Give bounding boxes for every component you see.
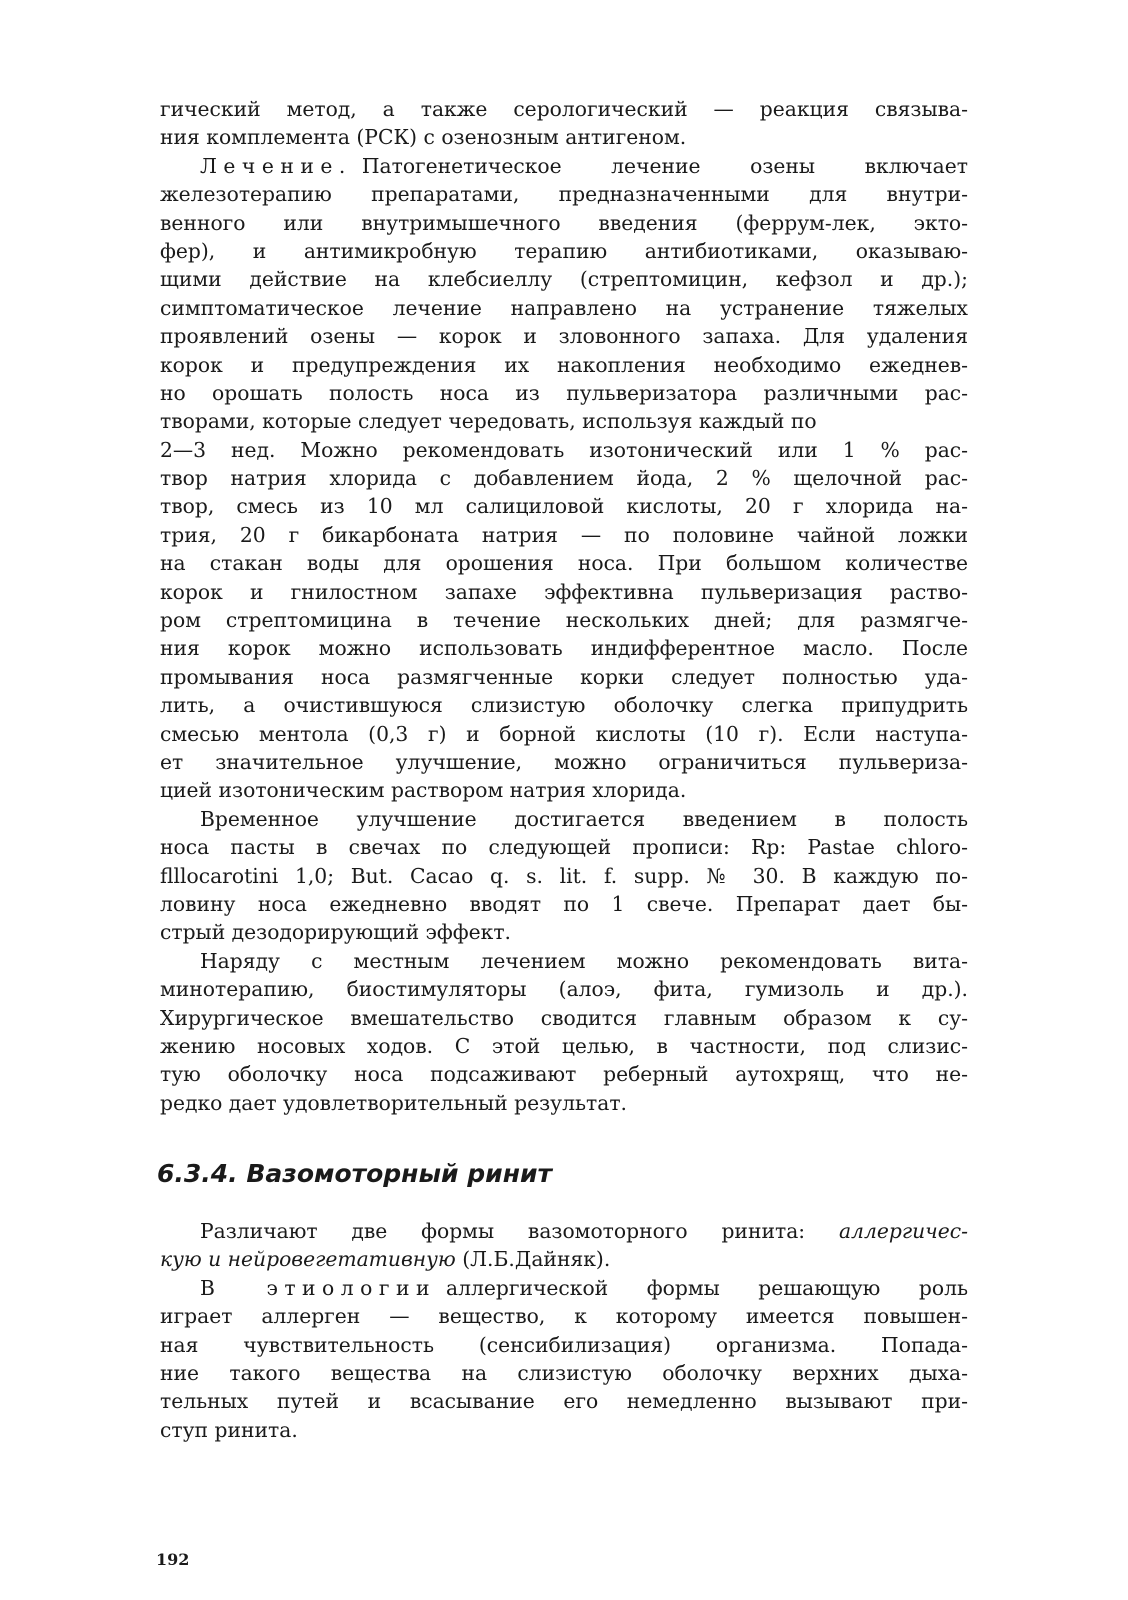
italic-run: аллергичес- [838,1219,968,1243]
text-line: тельных путей и всасывание его немедленно вызывают при- [160,1389,968,1414]
text-line: минотерапию, биостимуляторы (алоэ, фита, гумизоль и др.). [160,977,968,1002]
text-line: 2—3 нед. Можно рекомендовать изотонический или 1 % рас- [160,437,968,462]
text-line: носа пасты в свечах по следующей прописи: Rp: Pastae chloro- [160,835,968,860]
paragraph-treatment [160,152,968,805]
text-line: творами, которые следует чередовать, используя каждый по [160,409,817,434]
text-line: цией изотоническим раствором натрия хлорида. [160,778,687,803]
text-line: корок и предупреждения их накопления необходимо ежеднев- [160,352,968,377]
text-line: стрый дезодорирующий эффект. [160,920,511,945]
text-line: Наряду с местным лечением можно рекомендовать вита- [200,948,968,973]
paragraph-method [160,95,968,152]
text-line: гический метод, а также серологический — реакция связыва- [160,97,968,121]
section-heading: 6.3.4. Вазомоторный ринит [157,1159,552,1188]
text-run: Патогенетическое лечение озены включает [361,153,968,178]
paragraph-etiology [160,1274,968,1444]
text-line: ния корок можно использовать индифферентное масло. После [160,636,968,661]
section-text [160,1217,968,1444]
text-line: жению носовых ходов. С этой целью, в частности, под слизис- [160,1033,968,1058]
italic-run: кую и нейровегетативную [160,1247,456,1272]
text-line: промывания носа размягченные корки следует полностью уда- [160,664,968,689]
text-run: аллергической формы решающую роль [446,1275,968,1300]
text-line: корок и гнилостном запахе эффективна пульверизация раство- [160,579,968,604]
text-line: венного или внутримышечного введения (феррум-лек, экто- [160,210,968,235]
text-line: симптоматическое лечение направлено на устранение тяжелых [160,295,968,320]
text-line: ступ ринита. [160,1417,298,1442]
spaced-term: Лечение. [200,153,352,178]
text-run: Различают две формы вазомоторного ринита: [200,1219,839,1243]
text-line: трия, 20 г бикарбоната натрия — по половине чайной ложки [160,522,968,547]
text-line: смесью ментола (0,3 г) и борной кислоты (10 г). Если наступа- [160,721,968,746]
text-line: лить, а очистившуюся слизистую оболочку слегка припудрить [160,693,968,718]
text-line: ет значительное улучшение, можно ограничиться пульвериза- [160,749,968,774]
text-line: твор, смесь из 10 мл салициловой кислоты, 20 г хлорида на- [160,494,968,519]
text-line: Хирургическое вмешательство сводится главным образом к су- [160,1005,968,1030]
text-line: проявлений озены — корок и зловонного запаха. Для удаления [160,324,968,349]
text-line [160,1217,968,1245]
main-text [160,95,968,1117]
text-line: ловину носа ежедневно вводят по 1 свече. Препарат дает бы- [160,891,968,916]
paragraph-along [160,947,968,1117]
paragraph-temporary [160,805,968,947]
text-line: фер), и антимикробную терапию антибиотиками, оказываю- [160,238,968,263]
text-line: щими действие на клебсиеллу (стрептомицин, кефзол и др.); [160,267,968,292]
text-line: железотерапию препаратами, предназначенными для внутри- [160,182,968,207]
text-line [160,1274,968,1302]
spaced-term: В этиологии [200,1275,437,1300]
paragraph-forms [160,1217,968,1274]
text-line: ния комплемента (РСК) с озенозным антигеном. [160,125,687,150]
text-line: ние такого вещества на слизистую оболочку верхних дыха- [160,1360,968,1385]
text-line: на стакан воды для орошения носа. При большом количестве [160,551,968,576]
text-line: но орошать полость носа из пульверизатора различными рас- [160,380,968,405]
text-line: Временное улучшение достигается введением в полость [200,806,968,831]
text-line: ная чувствительность (сенсибилизация) организма. Попада- [160,1332,968,1357]
text-line: редко дает удовлетворительный результат. [160,1090,627,1115]
text-line: твор натрия хлорида с добавлением йода, 2 % щелочной рас- [160,466,968,491]
text-run: (Л.Б.Дайняк). [455,1247,611,1272]
text-line [160,1245,968,1273]
text-line: тую оболочку носа подсаживают реберный аутохрящ, что не- [160,1062,968,1087]
text-line [160,152,968,180]
text-line: играет аллерген — вещество, к которому имеется повышен- [160,1304,968,1329]
text-line: flllocarotini 1,0; But. Cacao q. s. lit. f. supp. № 30. В каждую по- [160,863,968,888]
text-line: ром стрептомицина в течение нескольких дней; для размягче- [160,608,968,633]
page-number: 192 [156,1550,190,1569]
